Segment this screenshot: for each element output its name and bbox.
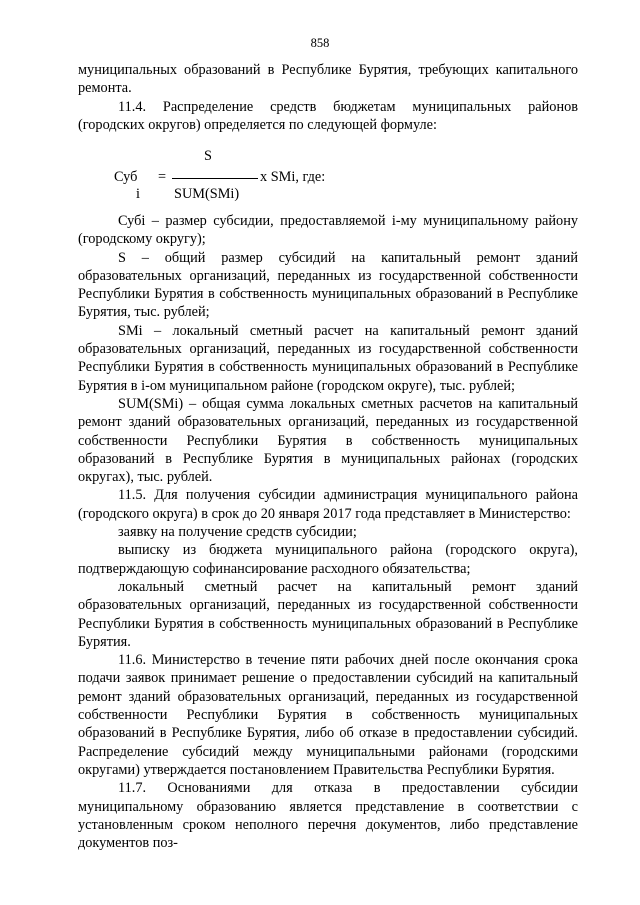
formula-numerator: S (204, 148, 212, 164)
text-block-upper (78, 61, 578, 134)
distribution-formula (100, 148, 400, 202)
clause-11-4: 11.4. Распределение средств бюджетам муниципальных районов (городских округов) определяется по следующей формуле: (78, 98, 578, 133)
text-block-lower (78, 212, 578, 852)
definition-smi: SMi – локальный сметный расчет на капитальный ремонт зданий образовательных организаций, переданных из государственной собственности Республики Бурятия в собственность муниципальных образований в Республике Бурятия в i-ом муниципальном районе (городском округе), тыс. рублей; (78, 322, 578, 394)
formula-denominator: SUM(SMi) (174, 186, 240, 202)
clause-11-6: 11.6. Министерство в течение пяти рабочих дней после окончания срока подачи заявок принимает решение о предоставлении субсидий на капитальный ремонт зданий образовательных организаций, переданных из государственной собственности Республики Бурятия в собственность муниципальных образований в Республике Бурятия, либо об отказе в предоставлении субсидий. Распределение субсидий между муниципальными районами (городскими округами) утверждается постановлением Правительства Республики Бурятия. (78, 652, 578, 778)
clause-11-7: 11.7. Основаниями для отказа в предоставлении субсидии муниципальному образованию является представление в соответствии с установленным сроком неполного перечня документов, либо представление документов поз- (78, 780, 578, 852)
definition-s: S – общий размер субсидий на капитальный ремонт зданий образовательных организаций, переданных из государственной собственности Республики Бурятия в собственность муниципальных образований в Республике Бурятия, тыс. рублей; (78, 249, 578, 321)
clause-11-5-item-1: заявку на получение средств субсидии; (118, 524, 357, 541)
intro-paragraph: муниципальных образований в Республике Бурятия, требующих капитального ремонта. (78, 62, 578, 97)
formula-lhs-subscript: i (136, 186, 140, 202)
clause-11-5: 11.5. Для получения субсидии администрация муниципального района (городского округа) в срок до 20 января 2017 года представляет в Министерство: (78, 487, 578, 522)
formula-fraction-bar (172, 178, 258, 179)
formula-equals: = (158, 169, 167, 185)
definition-sum-smi: SUM(SMi) – общая сумма локальных сметных расчетов на капитальный ремонт зданий образовательных организаций, переданных из государственной собственности Республики Бурятия в собственность муниципальных образований в Республике Бурятия в муниципальных районах (городских округах), тыс. рублей. (78, 395, 578, 486)
clause-11-5-item-2: выписку из бюджета муниципального района (городского округа), подтверждающую софинансирование расходного обязательства; (78, 542, 578, 577)
definition-sub: Субi – размер субсидии, предоставляемой i-му муниципальному району (городскому округу); (78, 213, 578, 248)
formula-rhs: x SMi, где: (260, 169, 326, 185)
clause-11-5-item-3: локальный сметный расчет на капитальный ремонт зданий образовательных организаций, переданных из государственной собственности Республики Бурятия в собственность муниципальных образований в Республике Бурятия. (78, 578, 578, 650)
page-number: 858 (310, 36, 330, 50)
formula-lhs: Суб (114, 169, 138, 185)
